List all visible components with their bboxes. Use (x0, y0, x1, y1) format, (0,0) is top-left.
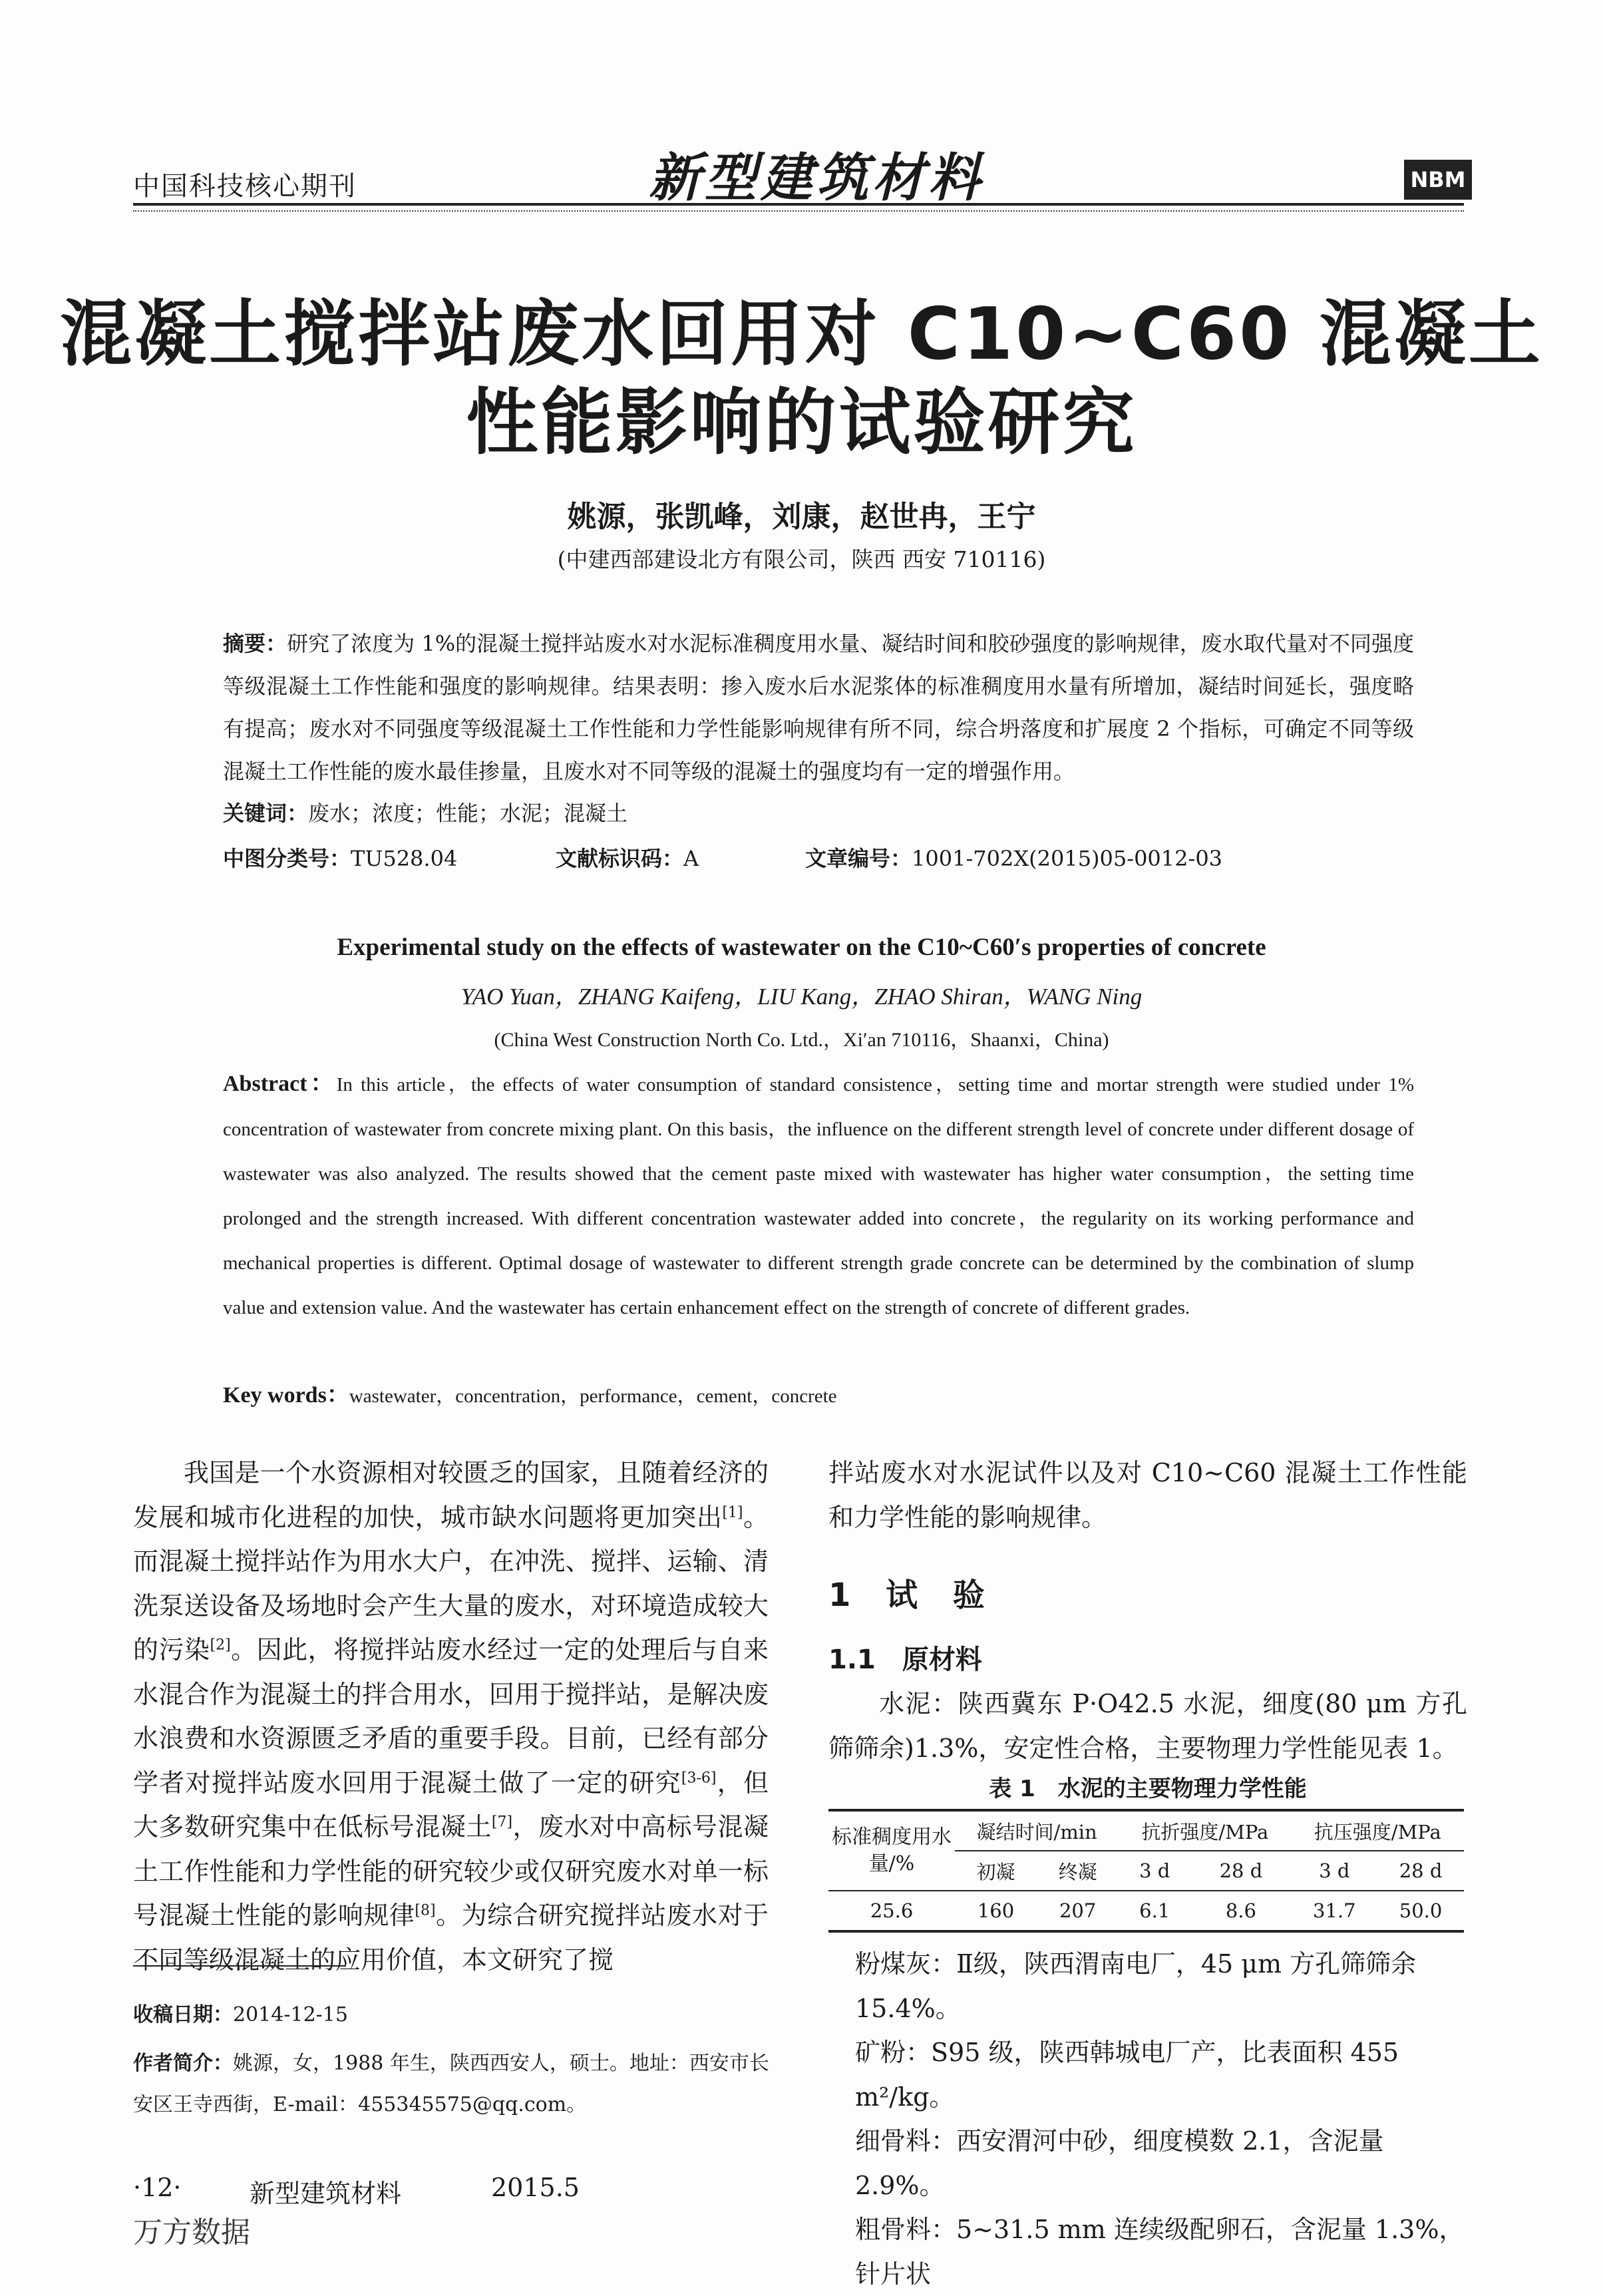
section-1-1-heading (828, 1638, 982, 1676)
english-title: Experimental study on the effects of wastewater on the C10~C60′s properties of concrete (337, 934, 1266, 961)
ref-3-6: [3-6] (681, 1769, 717, 1786)
intro-text: 我国是一个水资源相对较匮乏的国家，且随着经济的发展和城市化进程的加快，城市缺水问题将更加突出[1]。而混凝土搅拌站作为用水大户，在冲洗、搅拌、运输、清洗泵送设备及场地时会产生大量的废水，对环境造成较大的污染[2]。因此，将搅拌站废水经过一定的处理后与自来水混合作为混凝土的拌合用水，回用于搅拌站，是解决废水浪费和水资源匮乏矛盾的重要手段。目前，已经有部分学者对搅拌站废水回用于混凝土做了一定的研究[3-6]，但大多数研究集中在低标号混凝土[7]，废水对中高标号混凝土工作性能和力学性能的研究较少或仅研究废水对单一标号混凝土性能的影响规律[8]。为综合研究搅拌站废水对于不同等级混凝土的应用价值，本文研究了搅 (133, 1458, 769, 1975)
footer-date: 2015.5 (491, 2173, 580, 2202)
section-1-heading: 1 试 验 (828, 1577, 997, 1614)
td-flex-3d: 6.1 (1119, 1891, 1190, 1931)
english-affiliation: (China West Construction North Co. Ltd.，Xi′an 710116，Shaanxi，China) (494, 1029, 1109, 1051)
th-flex-28d: 28 d (1219, 1859, 1263, 1882)
keywords-en-label: Key words： (223, 1383, 349, 1408)
keywords-en (223, 1376, 837, 1409)
keywords-cn (223, 797, 627, 827)
td-water-demand: 25.6 (828, 1891, 955, 1931)
td-comp-3d: 31.7 (1292, 1891, 1378, 1931)
author-bio-text: 姚源，女，1988 年生，陕西西安人，硕士。地址：西安市长安区王寺西街，E-mail：455345575@qq.com。 (133, 2052, 769, 2116)
abstract-en-text: In this article，the effects of water consumption of standard consistence，setting time and mortar strength were studied under 1% concentration of wastewater from concrete mixing plant. On this basis，the influence on the different strength level of concrete under different dosage of wastewater was also analyzed. The results showed that the cement paste mixed with wastewater has higher water consumption，the setting time prolonged and the strength increased. With different concentration wastewater added into concrete，the regularity on its working performance and mechanical properties is different. Optimal dosage of wastewater to different strength grade concrete can be determined by the combination of slump value and extension value. And the wastewater has certain enhancement effect on the strength of concrete of different grades. (223, 1074, 1414, 1318)
intro-continuation: 拌站废水对水泥试件以及对 C10~C60 混凝土工作性能和力学性能的影响规律。 (828, 1458, 1467, 1532)
received-value: 2014-12-15 (233, 2003, 348, 2026)
footer-journal: 新型建筑材料 (250, 2179, 402, 2208)
received-date (133, 1998, 348, 2027)
clc-label: 中图分类号： (223, 846, 351, 871)
wanfang-watermark: 万方数据 (133, 2215, 250, 2249)
received-label: 收稿日期： (133, 2003, 233, 2026)
abstract-cn-label: 摘要： (223, 631, 287, 656)
abstract-cn (223, 622, 1414, 793)
doc-code (556, 842, 699, 872)
ref-2: [2] (210, 1636, 231, 1654)
materials-list (855, 1942, 1467, 2296)
clc-value: TU528.04 (351, 846, 458, 871)
abstract-en (223, 1061, 1414, 1330)
th-water-demand: 标准稠度用水量/% (828, 1810, 955, 1891)
td-initial-set: 160 (955, 1891, 1037, 1931)
table-1-caption: 表 1 水泥的主要物理力学性能 (989, 1776, 1307, 1802)
fly-ash-line: 粉煤灰：Ⅱ级，陕西渭南电厂，45 μm 方孔筛筛余 15.4%。 (855, 1949, 1417, 2023)
intro-paragraph (133, 1451, 769, 1982)
doc-label: 文献标识码： (556, 846, 684, 871)
th-setting-time: 凝结时间/min (955, 1810, 1119, 1851)
th-flexural-strength: 抗折强度/MPa (1119, 1810, 1291, 1851)
journal-core-label: 中国科技核心期刊 (133, 171, 357, 202)
abstract-cn-text: 研究了浓度为 1%的混凝土搅拌站废水对水泥标准稠度用水量、凝结时间和胶砂强度的影响规律，废水取代量对不同强度等级混凝土工作性能和强度的影响规律。结果表明：掺入废水后水泥浆体的标准稠度用水量有所增加，凝结时间延长，强度略有提高；废水对不同强度等级混凝土工作性能和力学性能影响规律有所不同，综合坍落度和扩展度 2 个指标，可确定不同等级混凝土工作性能的废水最佳掺量，且废水对不同等级的混凝土的强度均有一定的增强作用。 (223, 631, 1414, 784)
author-bio-label: 作者简介： (133, 2052, 233, 2075)
td-final-set: 207 (1037, 1891, 1119, 1931)
header-dotted-rule (133, 210, 1464, 212)
ref-7: [7] (491, 1814, 513, 1831)
keywords-en-text: wastewater，concentration，performance，cement，concrete (349, 1386, 837, 1407)
th-initial-set: 初凝 (976, 1860, 1015, 1883)
table-1 (828, 1809, 1464, 1933)
keywords-cn-text: 废水；浓度；性能；水泥；混凝土 (308, 801, 628, 826)
paper-title-line2: 性能影响的试验研究 (466, 381, 1137, 465)
header-rule (133, 203, 1464, 206)
th-comp-3d: 3 d (1319, 1859, 1350, 1882)
ref-1: [1] (722, 1503, 743, 1521)
footnote-rule (133, 1965, 346, 1967)
art-value: 1001-702X(2015)05-0012-03 (912, 846, 1223, 871)
th-comp-28d: 28 d (1399, 1859, 1443, 1882)
td-comp-28d: 50.0 (1377, 1891, 1464, 1931)
slag-line: 矿粉：S95 级，陕西韩城电厂产，比表面积 455 m²/kg。 (855, 2038, 1399, 2112)
th-compressive-strength: 抗压强度/MPa (1292, 1810, 1464, 1851)
section-1-1-title: 原材料 (902, 1644, 982, 1675)
keywords-cn-label: 关键词： (223, 801, 309, 826)
authors: 姚源，张凯峰，刘康，赵世冉，王宁 (567, 500, 1036, 534)
ref-8: [8] (415, 1902, 436, 1919)
affiliation: (中建西部建设北方有限公司，陕西 西安 710116) (557, 546, 1046, 572)
fine-aggregate-line: 细骨料：西安渭河中砂，细度模数 2.1，含泥量2.9%。 (855, 2126, 1384, 2200)
section-1-1-number: 1.1 (828, 1644, 876, 1675)
th-flex-3d: 3 d (1139, 1859, 1170, 1882)
th-final-set: 终凝 (1058, 1860, 1097, 1883)
page-number: ·12· (133, 2173, 182, 2202)
nbm-logo: NBM (1404, 160, 1472, 200)
journal-name-calligraphy: 新型建筑材料 (649, 148, 985, 208)
art-label: 文章编号： (805, 846, 912, 871)
cement-paragraph: 水泥：陕西冀东 P·O42.5 水泥，细度(80 μm 方孔筛筛余)1.3%，安定性合格，主要物理力学性能见表 1。 (828, 1689, 1467, 1763)
clc-number (223, 842, 457, 872)
author-bio (133, 2043, 779, 2126)
article-number (805, 842, 1222, 872)
doc-value: A (683, 846, 699, 871)
paper-title-line1: 混凝土搅拌站废水回用对 C10~C60 混凝土 (60, 293, 1543, 376)
coarse-aggregate-line: 粗骨料：5~31.5 mm 连续级配卵石，含泥量 1.3%，针片状 (855, 2215, 1465, 2289)
td-flex-28d: 8.6 (1190, 1891, 1291, 1931)
english-authors: YAO Yuan，ZHANG Kaifeng，LIU Kang，ZHAO Shiran，WANG Ning (460, 984, 1143, 1010)
abstract-en-label: Abstract： (223, 1071, 337, 1096)
